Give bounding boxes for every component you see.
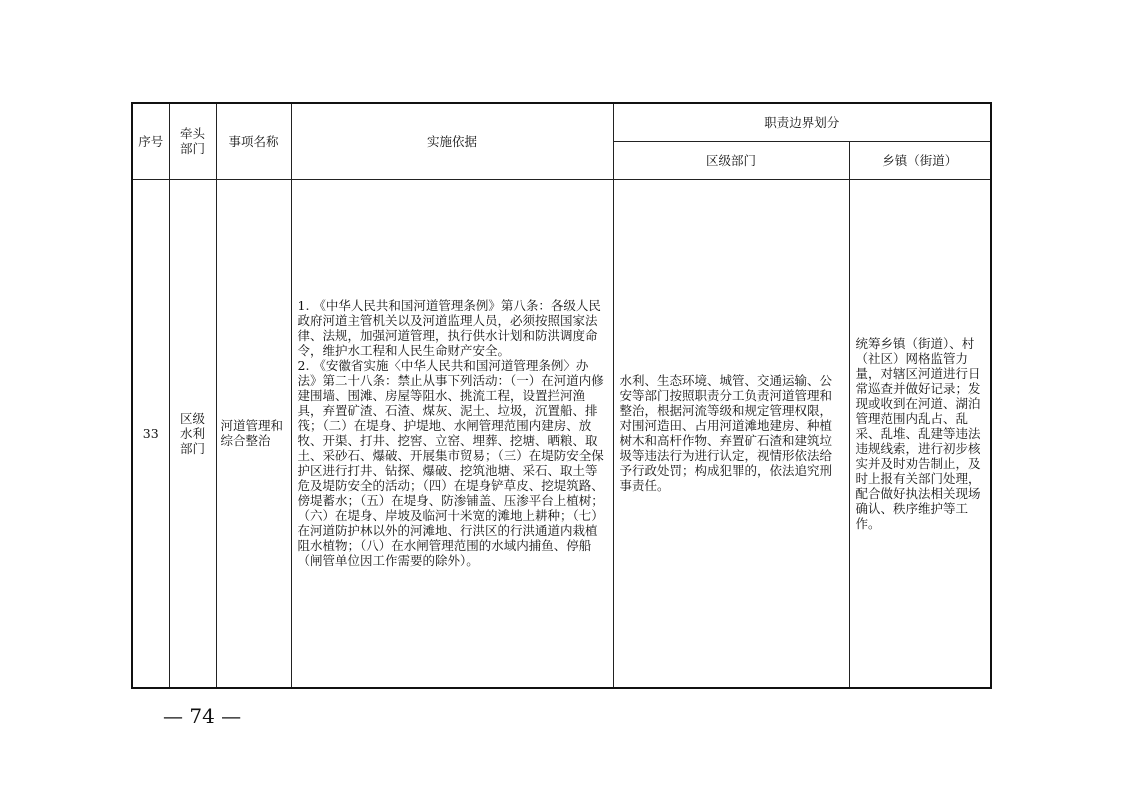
row-lead-dept: 区级水利部门 <box>169 179 216 688</box>
basis-paragraph-2: 2. 《安徽省实施〈中华人民共和国河道管理条例〉办法》第二十八条：禁止从事下列活动：（一）在河道内修建围墙、围滩、房屋等阻水、挑流工程，设置拦河渔具，弃置矿渣、石渣、煤灰、泥土、垃圾，沉置船、排筏；（二）在堤身、护堤地、水闸管理范围内建房、放牧、开渠、打井、挖窖、立窑、埋葬、挖塘、晒粮、取土、采砂石、爆破、开展集市贸易；（三）在堤防安全保护区进行打井、钻探、爆破、挖筑池塘、采石、取土等危及堤防安全的活动；（四）在堤身铲草皮、挖堤筑路、傍堤蓄水；（五）在堤身、防渗铺盖、压渗平台上植树；（六）在堤身、岸坡及临河十米宽的滩地上耕种；（七）在河道防护林以外的河滩地、行洪区的行洪通道内栽植阻水植物；（八）在水闸管理范围的水域内捕鱼、停船（闸管单位因工作需要的除外）。 <box>297 358 604 569</box>
header-boundary: 职责边界划分 <box>613 103 991 141</box>
basis-paragraph-1: 1. 《中华人民共和国河道管理条例》第八条：各级人民政府河道主管机关以及河道监理人员，必须按照国家法律、法规，加强河道管理，执行供水计划和防洪调度命令，维护水工程和人民生命财产安全。 <box>297 298 601 359</box>
header-item-name: 事项名称 <box>216 103 291 179</box>
page-number: — 74 — <box>163 704 242 728</box>
row-basis <box>291 179 613 688</box>
district-duty-text: 水利、生态环境、城管、交通运输、公安等部门按照职责分工负责河道管理和整治，根据河流等级和规定管理权限，对围河造田、占用河道滩地建房、种植树木和高杆作物、弃置矿石渣和建筑垃圾等违法行为进行认定，视情形依法给予行政处罚；构成犯罪的，依法追究刑事责任。 <box>619 373 833 494</box>
responsibility-table <box>131 102 992 689</box>
row-district-duty <box>613 179 849 688</box>
row-township-duty <box>849 179 991 688</box>
header-township: 乡镇（街道） <box>849 141 991 179</box>
header-seq: 序号 <box>132 103 169 179</box>
row-item-name: 河道管理和综合整治 <box>216 179 291 688</box>
header-lead-dept: 牵头部门 <box>169 103 216 179</box>
header-district: 区级部门 <box>613 141 849 179</box>
row-seq: 33 <box>132 179 169 688</box>
header-basis: 实施依据 <box>291 103 613 179</box>
township-duty-text: 统筹乡镇（街道）、村（社区）网格监管力量，对辖区河道进行日常巡查并做好记录；发现或收到在河道、湖泊管理范围内乱占、乱采、乱堆、乱建等违法违规线索，进行初步核实并及时劝告制止，及时上报有关部门处理，配合做好执法相关现场确认、秩序维护等工作。 <box>855 335 981 531</box>
